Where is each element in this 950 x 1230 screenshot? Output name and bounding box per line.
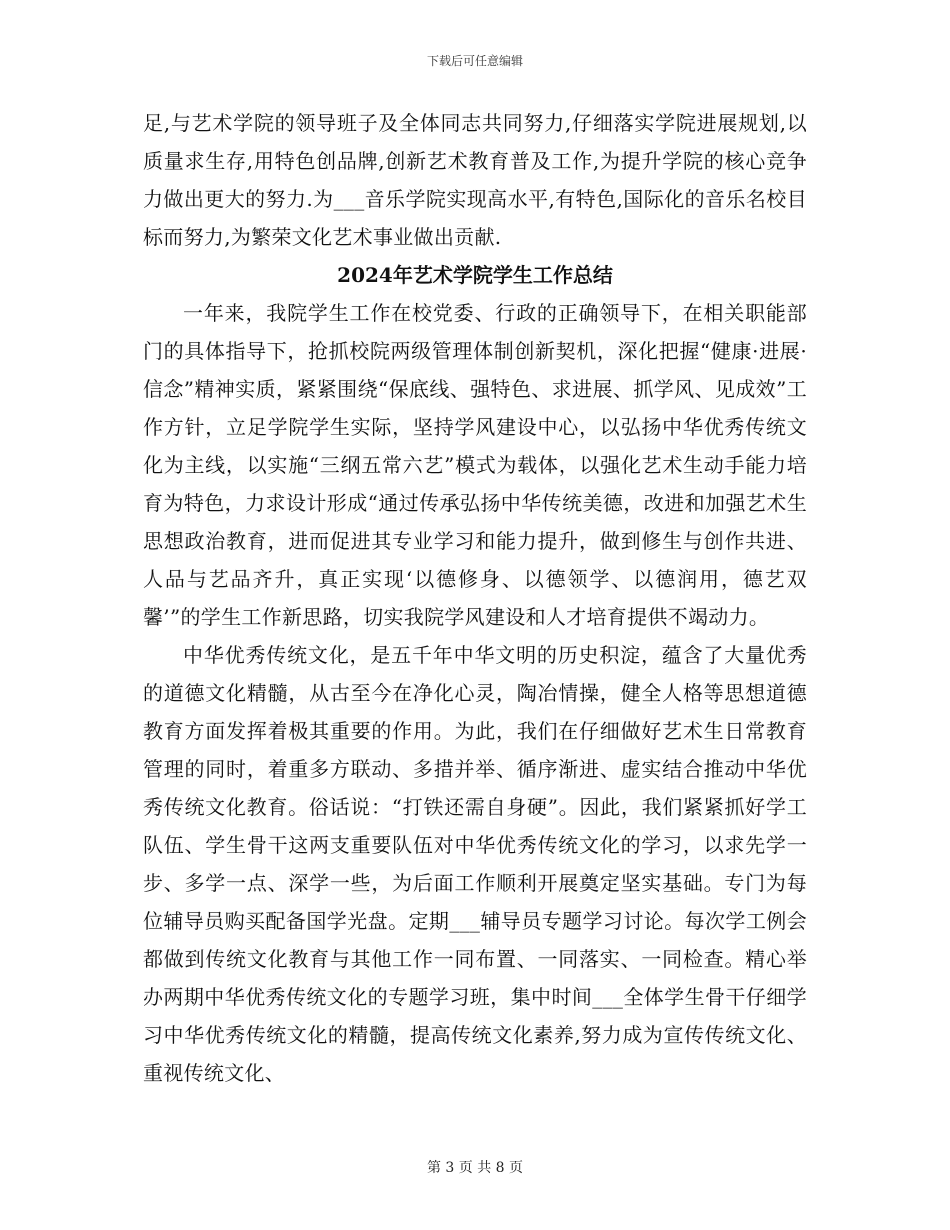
page-number-footer: 第 3 页 共 8 页 (426, 1160, 524, 1176)
document-body (143, 104, 807, 1092)
body-paragraph-1: 一年来，我院学生工作在校党委、行政的正确领导下，在相关职能部门的具体指导下，抢抓校院两级管理体制创新契机，深化把握“健康·进展·信念”精神实质，紧紧围绕“保底线、强特色、求进展、抓学风、见成效”工作方针，立足学院学生实际，坚持学风建设中心，以弘扬中华优秀传统文化为主线，以实施“三纲五常六艺”模式为载体，以强化艺术生动手能力培育为特色，力求设计形成“通过传承弘扬中华传统美德，改进和加强艺术生思想政治教育，进而促进其专业学习和能力提升，做到修生与创作共进、人品与艺品齐升，真正实现‘以德修身、以德领学、以德润用，德艺双馨’”的学生工作新思路，切实我院学风建设和人才培育提供不竭动力。 (143, 301, 807, 629)
page-header-note: 下载后可任意编辑 (426, 54, 523, 68)
body-paragraph-2: 中华优秀传统文化，是五千年中华文明的历史积淀，蕴含了大量优秀的道德文化精髓，从古至今在净化心灵，陶冶情操，健全人格等思想道德教育方面发挥着极其重要的作用。为此，我们在仔细做好艺术生日常教育管理的同时，着重多方联动、多措并举、循序渐进、虚实结合推动中华优秀传统文化教育。俗话说：“打铁还需自身硬”。因此，我们紧紧抓好学工队伍、学生骨干这两支重要队伍对中华优秀传统文化的学习，以求先学一步、多学一点、深学一些，为后面工作顺利开展奠定坚实基础。专门为每位辅导员购买配备国学光盘。定期___辅导员专题学习讨论。每次学工例会都做到传统文化教育与其他工作一同布置、一同落实、一同检查。精心举办两期中华优秀传统文化的专题学习班，集中时间___全体学生骨干仔细学习中华优秀传统文化的精髓，提高传统文化素养,努力成为宣传传统文化、重视传统文化、 (143, 643, 807, 1085)
intro-paragraph: 足,与艺术学院的领导班子及全体同志共同努力,仔细落实学院进展规划,以质量求生存,用特色创品牌,创新艺术教育普及工作,为提升学院的核心竞争力做出更大的努力.为___音乐学院实现高水平,有特色,国际化的音乐名校目标而努力,为繁荣文化艺术事业做出贡献. (143, 111, 807, 249)
section-title: 2024年艺术学院学生工作总结 (337, 263, 613, 287)
